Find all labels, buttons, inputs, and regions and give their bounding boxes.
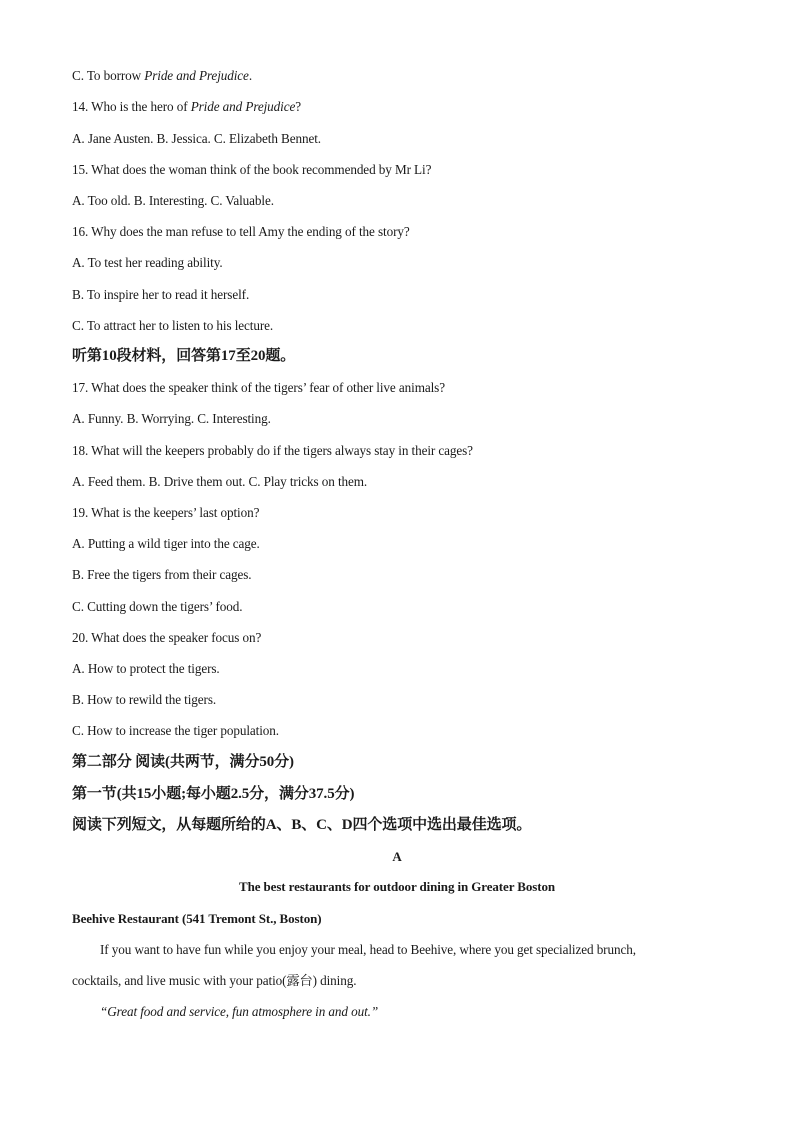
option-19c: C. Cutting down the tigers’ food. xyxy=(72,599,243,614)
option-16b: B. To inspire her to read it herself. xyxy=(72,287,250,302)
section-heading-material-10: 听第10段材料，回答第17至20题。 xyxy=(72,348,296,364)
options-14: A. Jane Austen. B. Jessica. C. Elizabeth Bennet. xyxy=(72,131,322,146)
part-two-heading: 第二部分 阅读(共两节，满分50分) xyxy=(72,754,294,770)
reading-instructions: 阅读下列短文，从每题所给的A、B、C、D四个选项中选出最佳选项。 xyxy=(72,817,532,833)
option-13c: C. To borrow Pride and Prejudice. xyxy=(72,68,253,83)
option-19a: A. Putting a wild tiger into the cage. xyxy=(72,536,260,551)
question-20: 20. What does the speaker focus on? xyxy=(72,630,262,645)
question-15: 15. What does the woman think of the book recommended by Mr Li? xyxy=(72,162,432,177)
section-one-heading: 第一节(共15小题;每小题2.5分，满分37.5分) xyxy=(72,786,355,802)
paragraph-line-1: If you want to have fun while you enjoy your meal, head to Beehive, where you get specialized brunch, xyxy=(100,942,636,957)
review-quote: “Great food and service, fun atmosphere in and out.” xyxy=(100,1004,379,1019)
restaurant-heading: Beehive Restaurant (541 Tremont St., Boston) xyxy=(72,911,322,926)
option-20b: B. How to rewild the tigers. xyxy=(72,692,217,707)
passage-label: A xyxy=(392,849,402,864)
paragraph-line-2: cocktails, and live music with your patio(露台) dining. xyxy=(72,973,357,988)
options-18: A. Feed them. B. Drive them out. C. Play tricks on them. xyxy=(72,474,368,489)
options-15: A. Too old. B. Interesting. C. Valuable. xyxy=(72,193,274,208)
question-14: 14. Who is the hero of Pride and Prejudice? xyxy=(72,99,301,114)
option-16a: A. To test her reading ability. xyxy=(72,255,223,270)
option-20c: C. How to increase the tiger population. xyxy=(72,723,279,738)
option-19b: B. Free the tigers from their cages. xyxy=(72,567,252,582)
option-20a: A. How to protect the tigers. xyxy=(72,661,220,676)
question-19: 19. What is the keepers’ last option? xyxy=(72,505,260,520)
question-17: 17. What does the speaker think of the tigers’ fear of other live animals? xyxy=(72,380,445,395)
question-16: 16. Why does the man refuse to tell Amy the ending of the story? xyxy=(72,224,410,239)
option-16c: C. To attract her to listen to his lecture. xyxy=(72,318,274,333)
options-17: A. Funny. B. Worrying. C. Interesting. xyxy=(72,411,271,426)
question-18: 18. What will the keepers probably do if the tigers always stay in their cages? xyxy=(72,443,473,458)
passage-title: The best restaurants for outdoor dining in Greater Boston xyxy=(239,879,555,894)
